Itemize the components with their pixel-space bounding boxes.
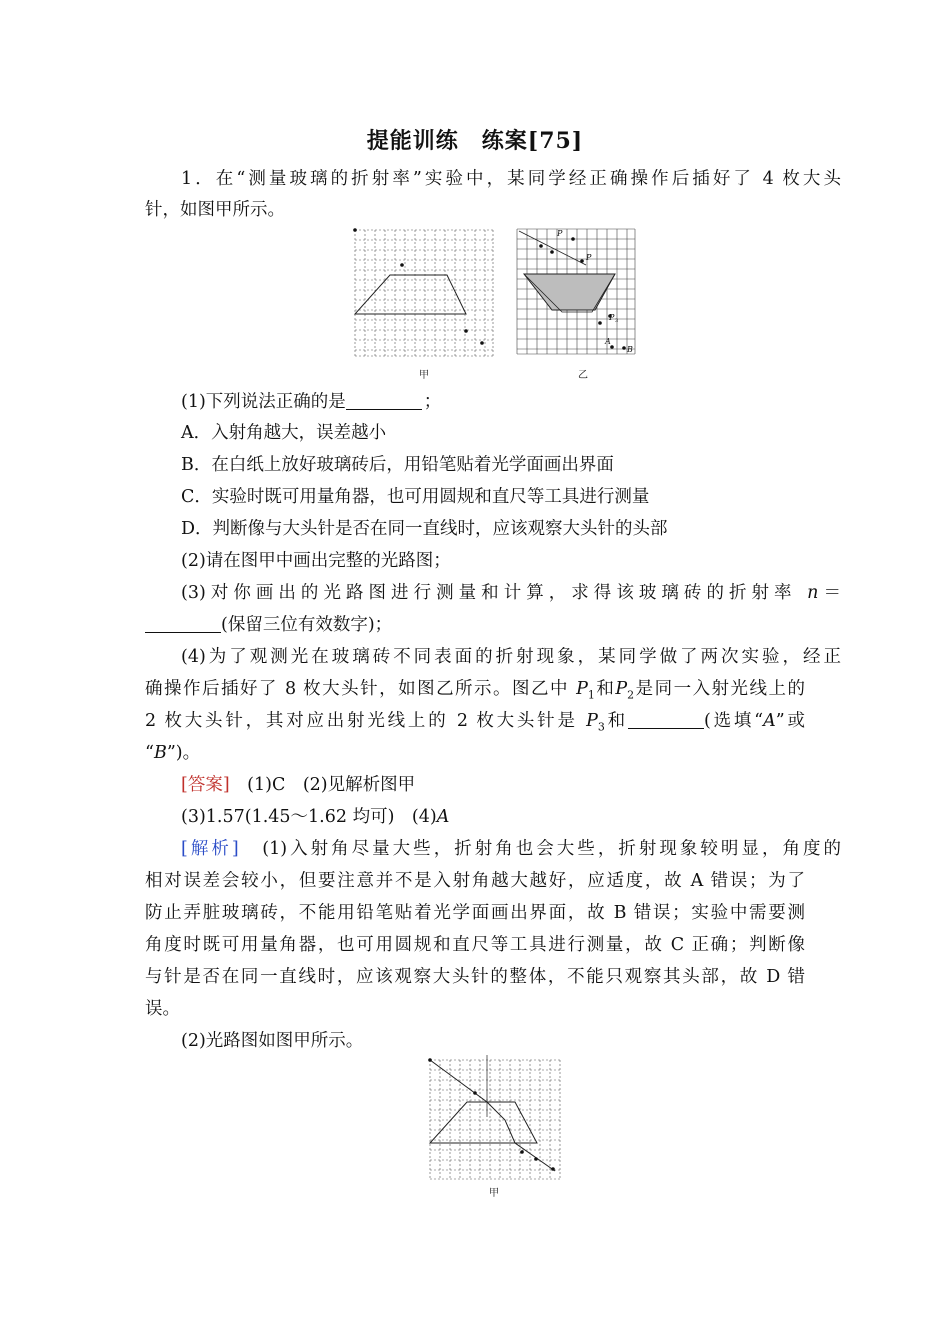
analysis-line-7: (2)光路图如图甲所示。 xyxy=(181,1031,364,1051)
sub-question-4-line-3: 2 枚大头针，其对应出射光线上的 2 枚大头针是 $P_3$和 (选填“A”或 xyxy=(145,711,805,734)
label-p2: P xyxy=(586,253,592,262)
analysis-line-1: [解析] (1)入射角尽量大些，折射角也会大些，折射现象较明显，角度的 xyxy=(181,839,842,859)
answer-line-1: [答案] (1)C (2)见解析图甲 xyxy=(181,775,416,795)
label-p1: P xyxy=(557,229,563,238)
sub-question-3-line-2: (保留三位有效数字)； xyxy=(145,613,805,637)
analysis-line-4: 角度时既可用量角器，也可用圆规和直尺等工具进行测量，故 C 正确；判断像 xyxy=(145,935,805,955)
label-p3-sub: 3 xyxy=(615,318,619,324)
analysis-line-5: 与针是否在同一直线时，应该观察大头针的整体，不能只观察其头部，故 D 错 xyxy=(145,967,805,987)
figure-jia-caption: 甲 xyxy=(419,370,429,381)
label-a: A xyxy=(605,337,611,346)
analysis-line-2: 相对误差会较小，但要注意并不是入射角越大越好，应适度，故 A 错误；为了 xyxy=(145,871,805,891)
analysis-line-6: 误。 xyxy=(145,999,180,1019)
answer-line-2: (3)1.57(1.45～1.62 均可) (4)A xyxy=(181,807,450,827)
question-stem-line-2: 针，如图甲所示。 xyxy=(145,200,285,220)
answer-tag: [答案] xyxy=(181,775,230,795)
figure-jia-solution xyxy=(425,1055,565,1183)
figure-yi-caption: 乙 xyxy=(578,370,588,381)
option-c: C．实验时既可用量角器，也可用圆规和直尺等工具进行测量 xyxy=(181,487,650,507)
option-d: D．判断像与大头针是否在同一直线时，应该观察大头针的头部 xyxy=(181,519,668,539)
sub-question-1: (1)下列说法正确的是 ； xyxy=(181,392,442,412)
sub-question-4-line-1: (4)为了观测光在玻璃砖不同表面的折射现象，某同学做了两次实验，经正 xyxy=(181,647,841,667)
figure-yi xyxy=(514,225,639,357)
sub-question-2: (2)请在图甲中画出完整的光路图； xyxy=(181,551,451,571)
option-a: A．入射角越大，误差越小 xyxy=(181,423,387,443)
label-b: B xyxy=(627,345,633,354)
question-stem-line-1: 1．在“测量玻璃的折射率”实验中，某同学经正确操作后插好了 4 枚大头 xyxy=(181,169,841,189)
sub-question-4-line-2: 确操作后插好了 8 枚大头针，如图乙所示。图乙中 $P_1$和$P_2$是同一入射光线上的 xyxy=(145,679,806,702)
figure-jia xyxy=(348,225,498,360)
option-b: B．在白纸上放好玻璃砖后，用铅笔贴着光学面画出界面 xyxy=(181,455,614,475)
analysis-line-3: 防止弄脏玻璃砖，不能用铅笔贴着光学面画出界面，故 B 错误；实验中需要测 xyxy=(145,903,805,923)
sub-question-3-line-1: (3)对你画出的光路图进行测量和计算，求得该玻璃砖的折射率 n＝ xyxy=(181,583,841,603)
page-title: 提能训练 练案[75] xyxy=(366,128,584,154)
sub-question-4-line-4: “B”)。 xyxy=(145,743,201,763)
analysis-tag: [解析] xyxy=(181,839,239,859)
figure-jia-solution-caption: 甲 xyxy=(489,1188,499,1199)
label-p3: P xyxy=(609,313,615,322)
